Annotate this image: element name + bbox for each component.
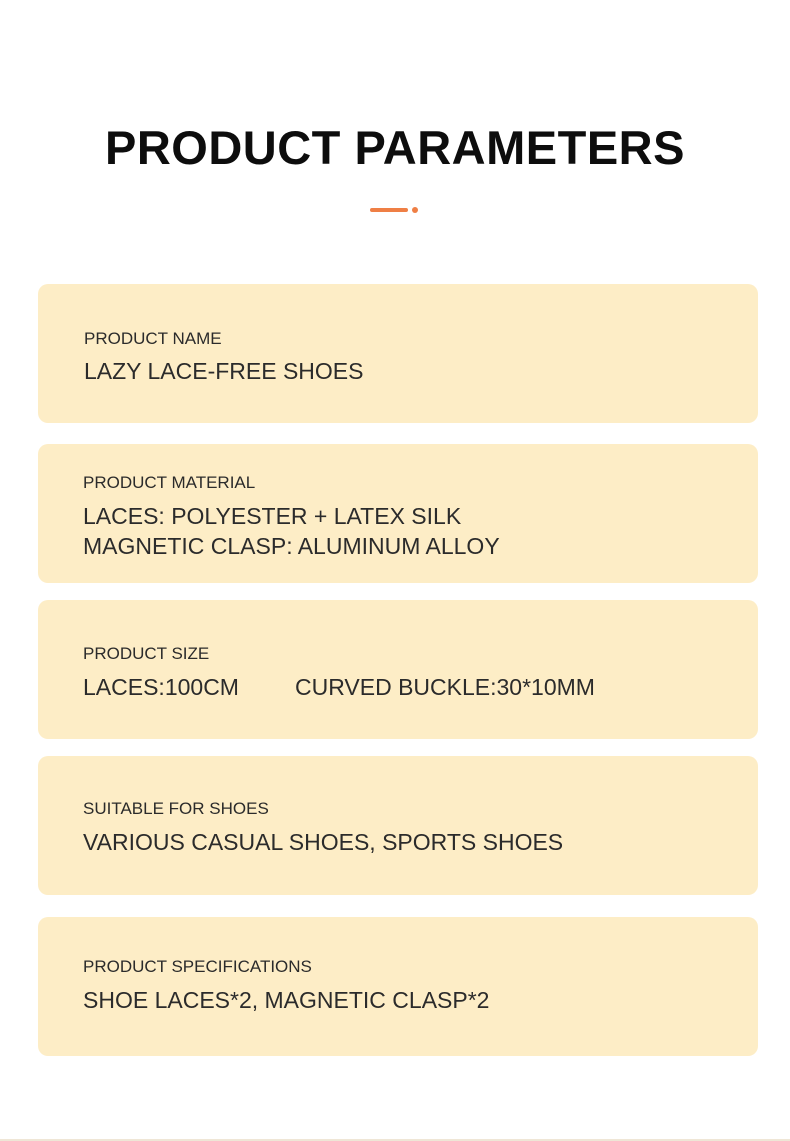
card-value: MAGNETIC CLASP: ALUMINUM ALLOY xyxy=(83,533,500,559)
card-product-specifications xyxy=(38,917,758,1056)
page-title: PRODUCT PARAMETERS xyxy=(105,121,685,174)
card-product-size xyxy=(38,600,758,739)
card-suitable-for-shoes xyxy=(38,756,758,895)
card-label: PRODUCT MATERIAL xyxy=(83,473,256,492)
title-underline-dot xyxy=(412,207,418,213)
card-label: SUITABLE FOR SHOES xyxy=(83,799,269,818)
card-value: LAZY LACE-FREE SHOES xyxy=(84,358,364,384)
card-label: PRODUCT SIZE xyxy=(83,644,210,663)
card-value-row xyxy=(83,672,595,702)
card-label: PRODUCT NAME xyxy=(84,329,222,348)
card-product-name xyxy=(38,284,758,423)
card-value: VARIOUS CASUAL SHOES, SPORTS SHOES xyxy=(83,829,564,855)
size-buckle-value: CURVED BUCKLE:30*10MM xyxy=(294,674,595,700)
card-value: LACES: POLYESTER + LATEX SILK xyxy=(83,503,462,529)
card-label: PRODUCT SPECIFICATIONS xyxy=(83,957,312,976)
card-value: SHOE LACES*2, MAGNETIC CLASP*2 xyxy=(83,987,490,1013)
title-underline-bar xyxy=(370,208,408,212)
size-laces-value: LACES:100CM xyxy=(83,674,239,700)
card-product-material xyxy=(38,444,758,583)
